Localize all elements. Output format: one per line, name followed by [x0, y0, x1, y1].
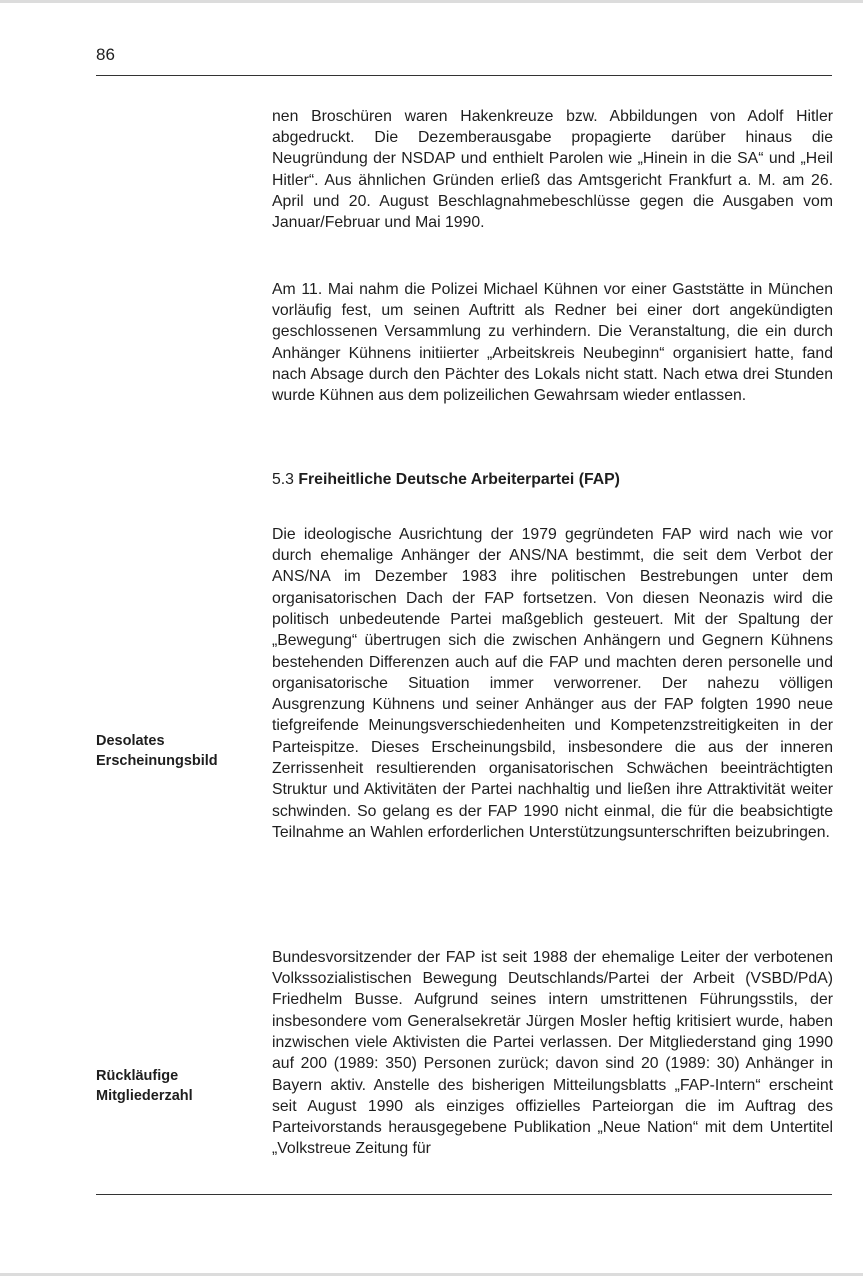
- section-heading: [272, 469, 833, 490]
- body-paragraph-1: nen Broschüren waren Hakenkreuze bzw. Abbildungen von Adolf Hitler abgedruckt. Die Dezemberausgabe propagierte darüber hinaus die Neugründung der NSDAP und enthielt Parolen wie „Hinein in die SA“ und „Heil Hitler“. Aus ähnlichen Gründen erließ das Amtsgericht Frankfurt a. M. am 26. April und 20. August Beschlagnahmebeschlüsse gegen die Ausgaben vom Januar/Februar und Mai 1990.: [272, 107, 833, 232]
- body-paragraph-2: Am 11. Mai nahm die Polizei Michael Kühnen vor einer Gaststätte in München vorläufig fest, um seinen Auftritt als Redner bei einer dort angekündigten geschlossenen Versammlung zu verhindern. Die Veranstaltung, die ein durch Anhänger Kühnens initiierter „Arbeitskreis Neubeginn“ organisiert hatte, fand nach Absage durch den Pächter des Lokals nicht statt. Nach etwa drei Stunden wurde Kühnen aus dem polizeilichen Gewahrsam wieder entlassen.: [272, 280, 833, 405]
- margin-note-line: Rückläufige: [96, 1068, 179, 1084]
- margin-note-mitglieder: [96, 1067, 246, 1106]
- margin-note-line: Mitgliederzahl: [96, 1087, 193, 1104]
- margin-note-desolates: [96, 732, 246, 771]
- scan-edge-top: [0, 0, 863, 3]
- margin-note-line: Desolates: [96, 733, 165, 749]
- body-paragraph-3: Die ideologische Ausrichtung der 1979 gegründeten FAP wird nach wie vor durch ehemalige Anhänger der ANS/NA bestimmt, die seit dem Verbot der ANS/NA im Dezember 1983 ihre politischen Bestrebungen unter dem organisatorischen Dach der FAP fortsetzen. Von diesen Neonazis wird die politisch unbedeutende Partei maßgeblich gesteuert. Mit der Spaltung der „Bewegung“ übertrugen sich die zwischen Anhängern und Gegnern Kühnens bestehenden Differenzen auch auf die FAP und machten deren personelle und organisatorische Situation immer verworrener. Der nahezu völligen Ausgrenzung Kühnens und seiner Anhänger aus der FAP folgten 1990 neue tiefgreifende Meinungsverschiedenheiten und Kompetenzstreitigkeiten in der Parteispitze. Dieses Erscheinungsbild, insbesondere die aus der inneren Zerrissenheit resultierenden organisatorischen Schwächen beeinträchtigten Struktur und Aktivitäten der Partei nachhaltig und ließen ihre Attraktivität weiter schwinden. So gelang es der FAP 1990 nicht einmal, die für die beabsichtigte Teilnahme an Wahlen erforderlichen Unterstützungsunterschriften beizubringen.: [272, 525, 833, 841]
- body-paragraph-4: Bundesvorsitzender der FAP ist seit 1988 der ehemalige Leiter der verbotenen Volkssozialistischen Bewegung Deutschlands/Partei der Arbeit (VSBD/PdA) Friedhelm Busse. Aufgrund seines intern umstrittenen Führungsstils, der insbesondere vom Generalsekretär Jürgen Mosler heftig kritisiert wurde, haben inzwischen viele Aktivisten die Partei verlassen. Der Mitgliederstand ging 1990 auf 200 (1989: 350) Personen zurück; davon sind 20 (1989: 30) Anhänger in Bayern aktiv. Anstelle des bisherigen Mitteilungsblatts „FAP-Intern“ erscheint seit August 1990 als einziges offizielles Parteiorgan die im Auftrag des Parteivorstands herausgegebene Publikation „Neue Nation“ mit dem Untertitel „Volkstreue Zeitung für: [272, 948, 833, 1158]
- page-number: 86: [96, 45, 115, 64]
- section-title: Freiheitliche Deutsche Arbeiterpartei (FAP): [298, 471, 620, 488]
- section-number: 5.3: [272, 471, 294, 488]
- margin-note-line: Erscheinungsbild: [96, 752, 218, 769]
- footer-rule: [96, 1194, 832, 1195]
- header-rule: [96, 75, 832, 76]
